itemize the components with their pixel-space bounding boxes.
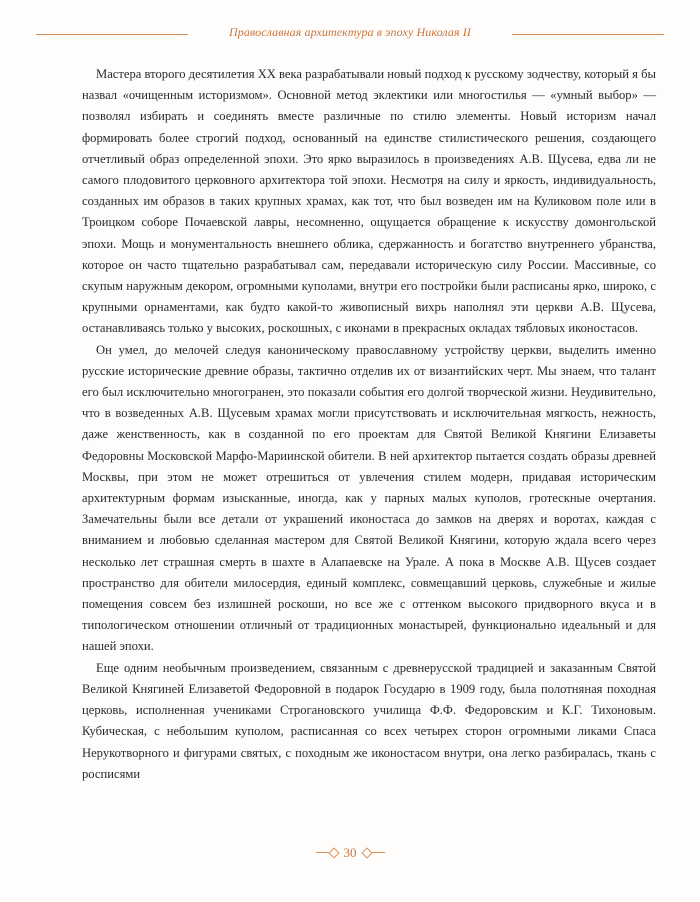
- paragraph-3: Еще одним необычным произведением, связанным с древнерусской традицией и заказанным Святой Великой Княгиней Елизаветой Федоровной в подарок Государю в 1909 году, была полотняная походная церковь, исполненная учениками Строгановского училища Ф.Ф. Федоровским и К.Г. Тихоновым. Кубическая, с небольшим куполом, расписанная со всех четырех сторон огромными ликами Спаса Нерукотворного и фигурами святых, с походным же иконостасом внутри, она легко разбиралась, ткань с росписями: [82, 660, 656, 781]
- paragraph-2: Он умел, до мелочей следуя каноническому православному устройству церкви, выделить именно русские исторические древние образы, тактично отделив их от византийских черт. Мы знаем, что талант его был исключительно многогранен, это показали события его долгой творческой жизни. Неудивительно, что в возведенных А.В. Щусевым храмах могли присутствовать и исключительная мягкость, нежность, даже женственность, как в созданной по его проектам для Святой Великой Княгини Елизаветы Федоровны Московской Марфо-Мариинской обители. В ней архитектор пытается создать образы древней Москвы, при этом не может отрешиться от увлечения стилем модерн, придавая историческим архитектурным формам изысканные, иногда, как у парных малых куполов, гротескные очертания. Замечательны были все детали от украшений иконостаса до замков на дверях и воротах, каждая с вниманием и любовью сделанная мастером для Святой Великой Княгини, которую ждала всего через несколько лет страшная смерть в шахте в Алапаевске на Урале. А пока в Москве А.В. Щусев создает пространство для обители милосердия, единый комплекс, совмещавший церковь, служебные и жилые помещения совсем без излишней роскоши, но все же с оттенком высокого придворного вкуса и в типологическом отношении отличный от традиционных монастырей, функционально идеальный и для нашей эпохи.: [82, 342, 656, 654]
- body-text: [82, 64, 656, 785]
- paragraph-1: Мастера второго десятилетия XX века разрабатывали новый подход к русскому зодчеству, который я бы назвал «очищенным историзмом». Основной метод эклектики или многостилья — «умный выбор» — позволял избирать и соединять вместе различные по стилю элементы. Новый историзм начал формировать более строгий подход, основанный на единстве стилистического решения, создающего отчетливый образ определенной эпохи. Это ярко выразилось в произведениях А.В. Щусева, едва ли не самого плодовитого церковного архитектора той эпохи. Несмотря на силу и яркость, индивидуальность, созданных им образов в таких крупных храмах, как тот, что был возведен им на Куликовом поле или в Троицком соборе Почаевской лавры, несомненно, ощущается обращение к искусству домонгольской эпохи. Мощь и монументальность внешнего облика, сдержанность и богатство внутреннего убранства, которое он часто тщательно разрабатывал сам, передавали историческую силу России. Массивные, со скупым наружным декором, огромными куполами, внутри его постройки были расписаны ярко, широко, с крупными орнаментами, как будто какой-то живописный вихрь наполнял эти церкви А.В. Щусева, останавливаясь только у высоких, роскошных, с иконами в прекрасных окладах тябловых иконостасов.: [82, 67, 656, 336]
- header-title: Православная архитектура в эпоху Николая II: [229, 25, 471, 39]
- running-header: [36, 24, 664, 46]
- page-number: 30: [343, 844, 357, 860]
- header-rule-left: [36, 34, 188, 35]
- page-footer: [0, 844, 700, 864]
- ornament-right-icon: [363, 848, 385, 857]
- header-rule-right: [512, 34, 664, 35]
- ornament-left-icon: [316, 848, 338, 857]
